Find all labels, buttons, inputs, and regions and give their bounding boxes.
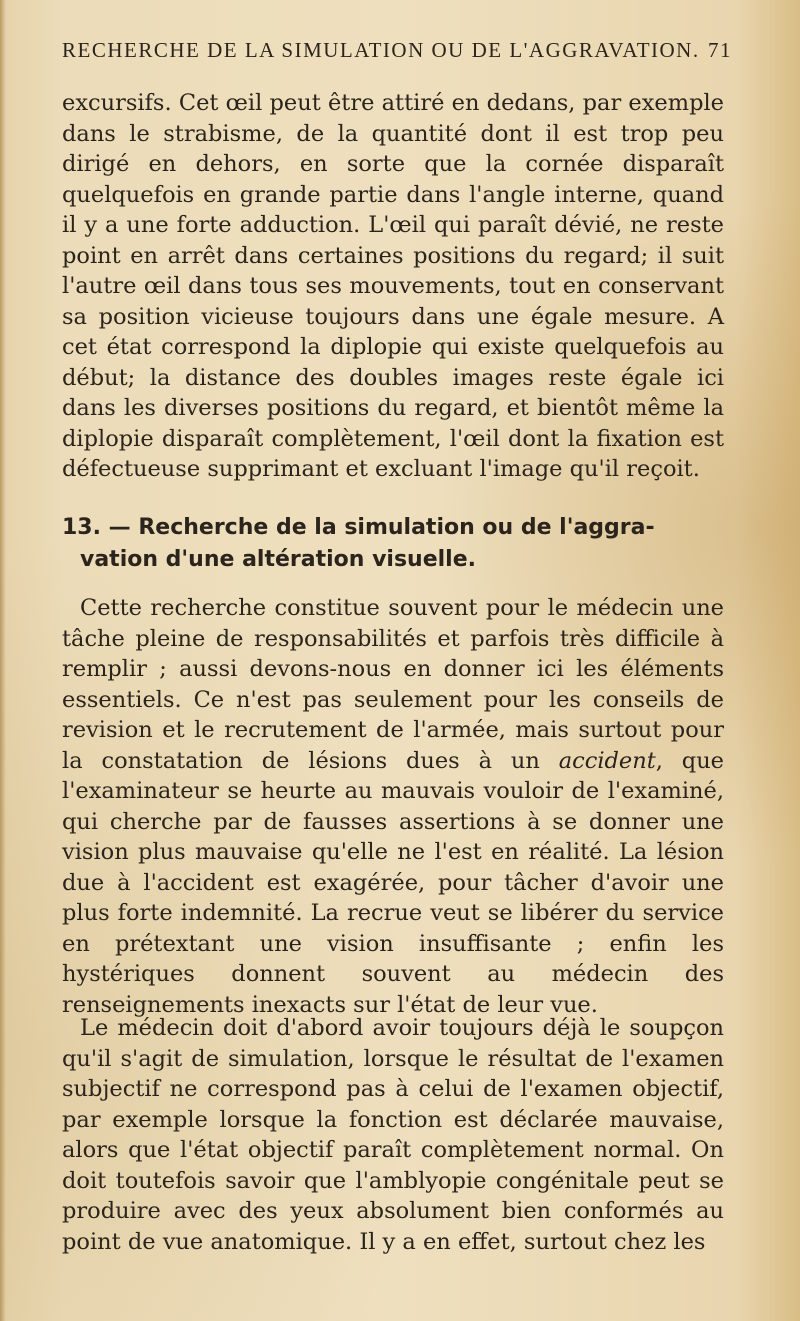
- section-heading: [62, 512, 724, 576]
- section-title-line-1: Recherche de la simulation ou de l'aggra-: [138, 515, 655, 540]
- page-number: 71: [708, 38, 732, 62]
- running-title: RECHERCHE DE LA SIMULATION OU DE L'AGGRAVATION.: [62, 38, 700, 62]
- section-number: 13.: [62, 515, 101, 540]
- paragraph-3: Le médecin doit d'abord avoir toujours déjà le soupçon qu'il s'agit de simulation, lorsque le résultat de l'examen subjectif ne correspond pas à celui de l'examen objectif, par exemple lorsque la fonction est déclarée mauvaise, alors que l'état objectif paraît complètement normal. On doit toutefois savoir que l'amblyopie congénitale peut se produire avec des yeux absolument bien conformés au point de vue anatomique. Il y a en effet, surtout chez les: [62, 1015, 724, 1255]
- paragraph-2-italic-word: accident: [558, 747, 656, 774]
- paragraph-1: excursifs. Cet œil peut être attiré en dedans, par exemple dans le strabisme, de la quantité dont il est trop peu dirigé en dehors, en sorte que la cornée disparaît quelquefois en grande partie dans l'angle interne, quand il y a une forte adduction. L'œil qui paraît dévié, ne reste point en arrêt dans certaines positions du regard; il suit l'autre œil dans tous ses mouvements, tout en conservant sa position vicieuse toujours dans une égale mesure. A cet état correspond la diplopie qui existe quelquefois au début; la distance des doubles images reste égale ici dans les diverses positions du regard, et bientôt même la diplopie disparaît complètement, l'œil dont la fixation est défectueuse supprimant et excluant l'image qu'il reçoit.: [62, 90, 724, 482]
- section-title-line-2: vation d'une altération visuelle.: [80, 547, 476, 572]
- section-dash: —: [108, 515, 131, 540]
- paragraph-2-text-end: , que l'examinateur se heurte au mauvais vouloir de l'examiné, qui cherche par de fausses assertions à se donner une vision plus mauvaise qu'elle ne l'est en réalité. La lésion due à l'accident est exagérée, pour tâcher d'avoir une plus forte indemnité. La recrue veut se libérer du service en prétextant une vision insuffisante ; enfin les hystériques donnent souvent au médecin des renseignements inexacts sur l'état de leur vue.: [62, 747, 724, 1018]
- paragraph-2: [62, 593, 724, 1020]
- page-binding-edge: [0, 0, 6, 1321]
- paragraph-2-text-start: Cette recherche constitue souvent pour le médecin une tâche pleine de responsabilités et parfois très difficile à remplir ; aussi devons-nous en donner ici les éléments essentiels. Ce n'est pas seulement pour les conseils de revision et le recrutement de l'armée, mais surtout pour la constatation de lésions dues à un: [62, 595, 724, 774]
